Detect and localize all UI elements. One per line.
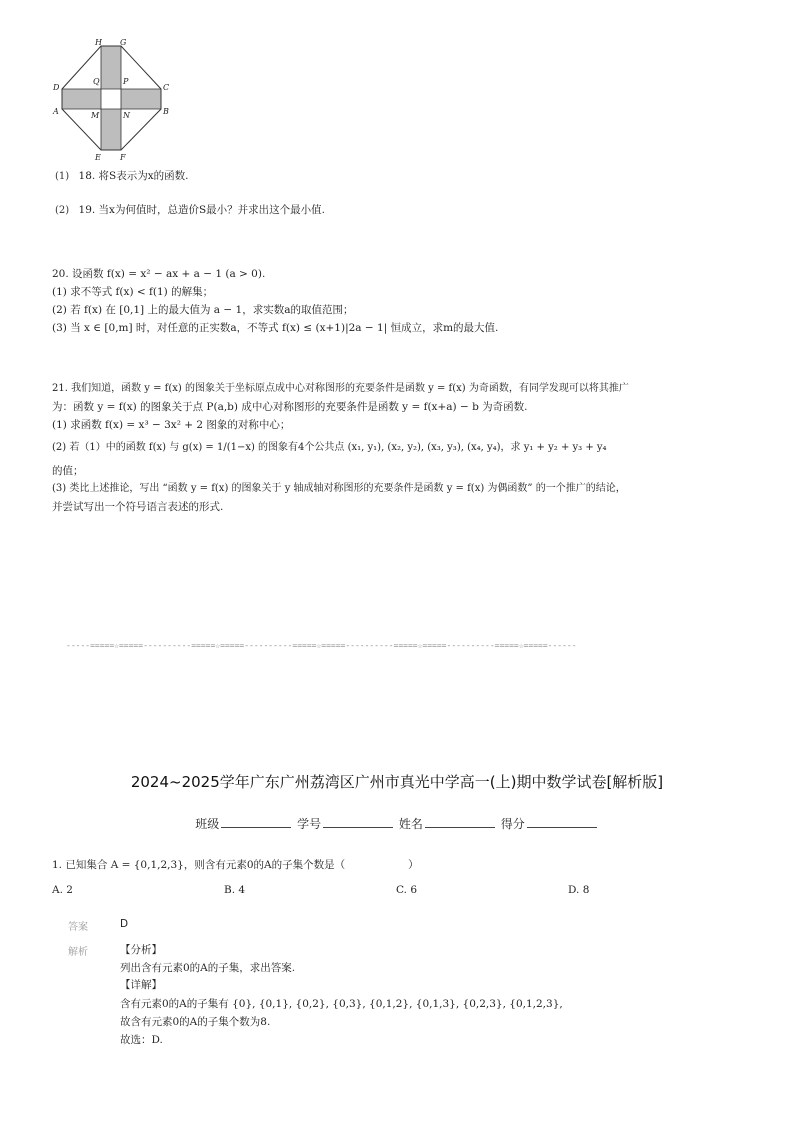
field-name-label: 姓名: [398, 817, 423, 831]
label-q: Q: [93, 77, 100, 86]
q18-part-num: (1): [55, 171, 70, 182]
label-p: P: [123, 77, 129, 86]
q19-row: [55, 203, 325, 218]
q1-option-c: C. 6: [396, 884, 418, 896]
answer-value: D: [120, 918, 129, 930]
q21-part3a: (3) 类比上述推论，写出 “函数 y = f(x) 的图象关于 y 轴成轴对称图形的充要条件是函数 y = f(x) 为偶函数” 的一个推广的结论，: [52, 483, 626, 494]
octagon-figure: [50, 36, 178, 164]
conclusion-text: 故含有元素0的A的子集个数为8.: [120, 1016, 271, 1028]
label-h: H: [95, 38, 102, 47]
q19-part-num: (2): [55, 205, 70, 216]
answer-label: 答案: [68, 922, 88, 933]
q20-part3: (3) 当 x ∈ [0,m] 时，对任意的正实数a，不等式 f(x) ≤ (x+1)|2a − 1| 恒成立，求m的最大值.: [52, 322, 499, 334]
label-c: C: [163, 83, 170, 92]
q21-line1: 21. 我们知道，函数 y = f(x) 的图象关于坐标原点成中心对称图形的充要条件是函数 y = f(x) 为奇函数，有同学发现可以将其推广: [52, 383, 629, 394]
q21-part3b: 并尝试写出一个符号语言表述的形式.: [52, 501, 224, 513]
choice-text: 故选：D.: [120, 1034, 163, 1046]
q21-part1: (1) 求函数 f(x) = x³ − 3x² + 2 图象的对称中心；: [52, 419, 291, 431]
q1-option-b: B. 4: [224, 884, 246, 896]
detail-heading: 【详解】: [120, 979, 162, 991]
field-name-blank[interactable]: [425, 817, 495, 828]
q1-option-d: D. 8: [568, 884, 590, 896]
q19-text: 19. 当x为何值时，总造价S最小？并求出这个最小值.: [78, 204, 326, 216]
q20-part2: (2) 若 f(x) 在 [0,1] 上的最大值为 a − 1，求实数a的取值范围；: [52, 304, 354, 316]
section-separator: -----=====☆=====----------=====☆=====----------=====☆=====----------=====☆=====----------=====☆=====------: [66, 641, 577, 650]
field-score-label: 得分: [500, 817, 525, 831]
student-fields: [0, 815, 794, 832]
label-g: G: [120, 38, 127, 47]
q18-text: 18. 将S表示为x的函数.: [78, 170, 189, 182]
analysis-label: 解析: [68, 947, 88, 958]
analysis-text: 列出含有元素0的A的子集，求出答案.: [120, 962, 296, 974]
label-f: F: [120, 153, 126, 162]
label-m: M: [91, 111, 100, 120]
q21-part2a: (2) 若（1）中的函数 f(x) 与 g(x) = 1/(1−x) 的图象有4个公共点 (x₁, y₁), (x₂, y₂), (x₃, y₃), (x₄, y₄)，求 y₁ + y₂ + y₃ + y₄: [52, 442, 607, 453]
label-n: N: [123, 111, 130, 120]
detail-text: 含有元素0的A的子集有 {0}, {0,1}, {0,2}, {0,3}, {0,1,2}, {0,1,3}, {0,2,3}, {0,1,2,3},: [120, 998, 563, 1010]
field-id-blank[interactable]: [323, 817, 393, 828]
q1-option-a: A. 2: [52, 884, 73, 896]
q20-part1: (1) 求不等式 f(x) < f(1) 的解集；: [52, 286, 214, 298]
analysis-heading: 【分析】: [120, 944, 162, 956]
field-id-label: 学号: [297, 817, 322, 831]
q20-stem: 20. 设函数 f(x) = x² − ax + a − 1 (a > 0).: [52, 268, 266, 280]
field-class-label: 班级: [195, 817, 220, 831]
field-class-blank[interactable]: [221, 817, 291, 828]
label-b: B: [163, 107, 169, 116]
label-e: E: [95, 153, 101, 162]
q21-part2b: 的值；: [52, 465, 84, 477]
label-a: A: [53, 107, 59, 116]
field-score-blank[interactable]: [527, 817, 597, 828]
q1-stem: 1. 已知集合 A = {0,1,2,3}，则含有元素0的A的子集个数是（ ）: [52, 859, 419, 871]
center-square: [101, 89, 121, 109]
q21-line2: 为：函数 y = f(x) 的图象关于点 P(a,b) 成中心对称图形的充要条件是函数 y = f(x+a) − b 为奇函数.: [52, 401, 528, 413]
q18-row: [55, 169, 189, 184]
label-d: D: [53, 83, 60, 92]
exam-title: 2024~2025学年广东广州荔湾区广州市真光中学高一(上)期中数学试卷[解析版]: [130, 773, 664, 791]
